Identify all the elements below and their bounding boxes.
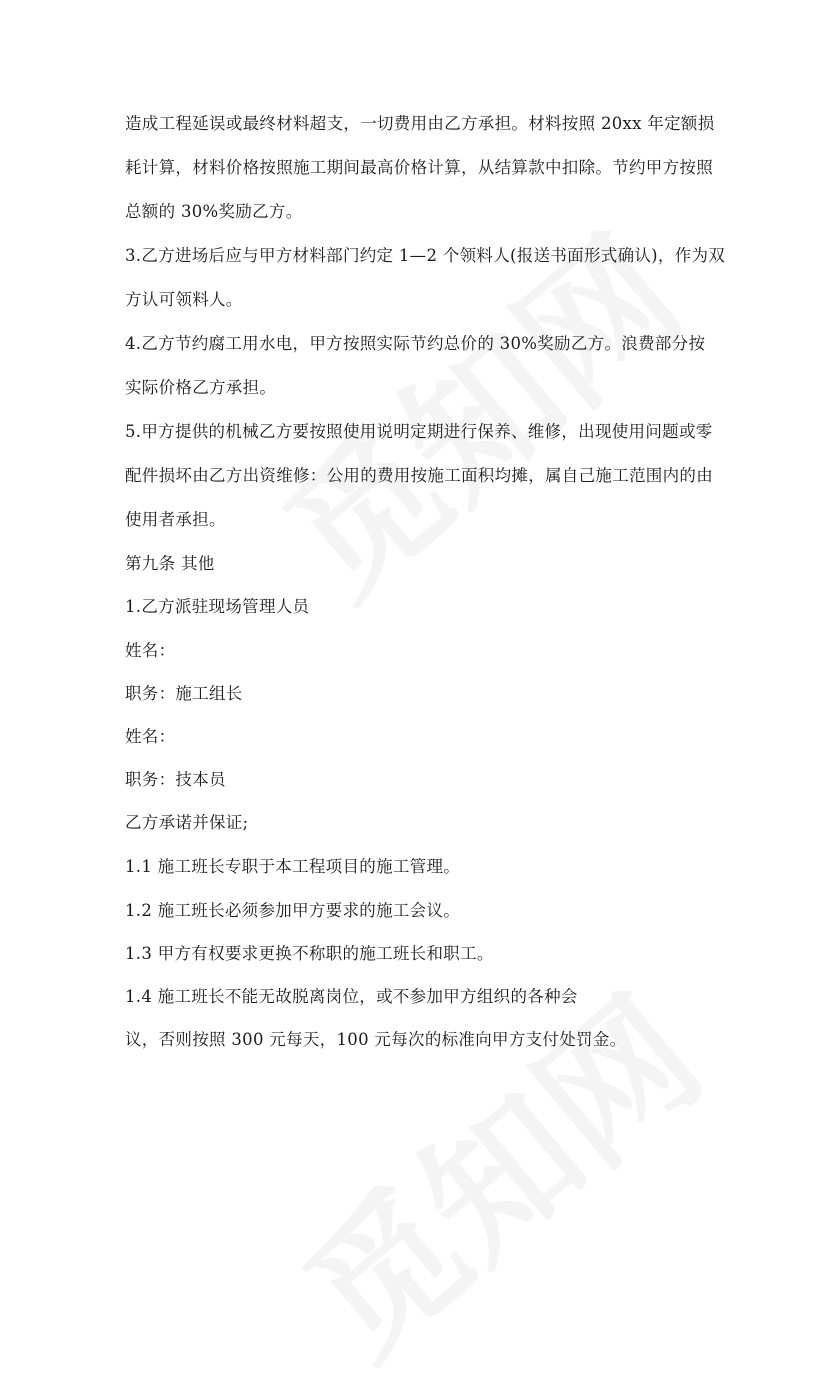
text-line: 1.乙方派驻现场管理人员 — [125, 597, 310, 616]
section-heading: 第九条 其他 — [125, 554, 215, 573]
text-line: 议，否则按照 300 元每天，100 元每次的标准向甲方支付处罚金。 — [125, 1030, 627, 1049]
watermark-bottom — [253, 941, 737, 1395]
text-line: 造成工程延误或最终材料超支，一切费用由乙方承担。材料按照 20xx 年定额损 — [125, 114, 715, 133]
name-label: 姓名： — [125, 641, 176, 660]
text-line: 1.4 施工班长不能无故脱离岗位，或不参加甲方组织的各种会 — [125, 987, 578, 1006]
text-line: 1.1 施工班长专职于本工程项目的施工管理。 — [125, 857, 461, 876]
position-label: 职务：施工组长 — [125, 684, 243, 703]
name-label: 姓名： — [125, 727, 176, 746]
text-line: 实际价格乙方承担。 — [125, 378, 277, 397]
text-line: 1.3 甲方有权要求更换不称职的施工班长和职工。 — [125, 944, 494, 963]
text-line: 4.乙方节约腐工用水电，甲方按照实际节约总价的 30%奖励乙方。浪费部分按 — [125, 334, 706, 353]
position-label: 职务：技本员 — [125, 770, 226, 789]
text-line: 配件损坏由乙方出资维修：公用的费用按施工面积均摊，属自己施工范围内的由 — [125, 466, 713, 485]
text-line: 5.甲方提供的机械乙方要按照使用说明定期进行保养、维修，出现使用问题或零 — [125, 422, 713, 441]
text-line: 3.乙方进场后应与甲方材料部门约定 1—2 个领料人(报送书面形式确认)，作为双 — [125, 246, 726, 265]
text-line: 使用者承担。 — [125, 510, 226, 529]
text-line: 方认可领料人。 — [125, 290, 243, 309]
text-line: 乙方承诺并保证; — [125, 813, 249, 832]
text-line: 1.2 施工班长必须参加甲方要求的施工会议。 — [125, 901, 461, 920]
text-line: 总额的 30%奖励乙方。 — [125, 202, 303, 221]
text-line: 耗计算，材料价格按照施工期间最高价格计算，从结算款中扣除。节约甲方按照 — [125, 158, 713, 177]
